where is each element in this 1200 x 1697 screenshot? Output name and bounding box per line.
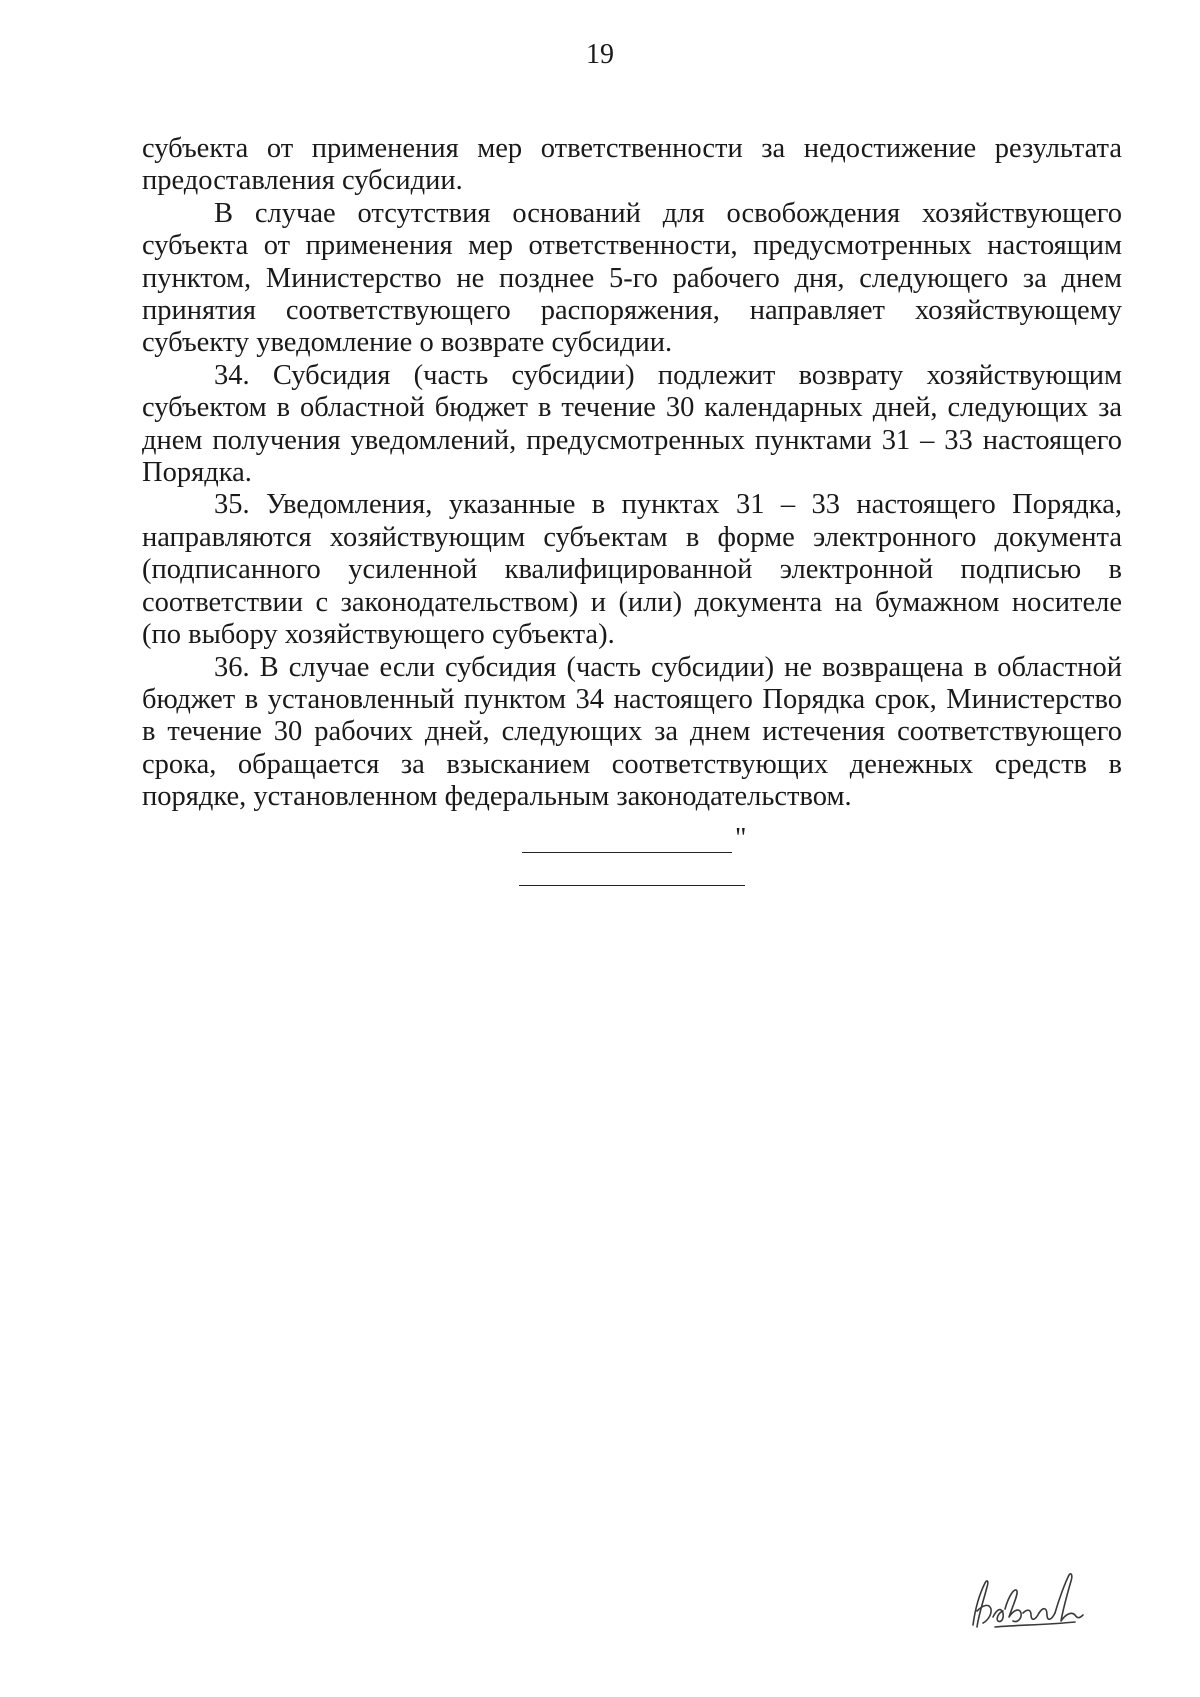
page-number: 19: [586, 39, 614, 70]
paragraph-item-35: 35. Уведомления, указанные в пунктах 31 – 33 настоящего Порядка, направляются хозяйствующим субъектам в форме электронного документа (подписанного усиленной квалифицированной электронной подписью в соответствии с законодательством) и (или) документа на бумажном носителе (по выбору хозяйствующего субъекта).: [142, 489, 1122, 651]
paragraph-item-36: 36. В случае если субсидия (часть субсидии) не возвращена в областной бюджет в установленный пунктом 34 настоящего Порядка срок, Министерство в течение 30 рабочих дней, следующих за днем истечения соответствующего срока, обращается за взысканием соответствующих денежных средств в порядке, установленном федеральным законодательством.: [142, 651, 1122, 813]
closing-rule: [522, 852, 732, 853]
paragraph-continuation: субъекта от применения мер ответственности за недостижение результата предоставления субсидии.: [142, 133, 1122, 197]
section-separator: [519, 885, 745, 886]
paragraph-no-grounds: В случае отсутствия оснований для освобождения хозяйствующего субъекта от применения мер ответственности, предусмотренных настоящим пунктом, Министерство не позднее 5-го рабочего дня, следующего за днем принятия соответствующего распоряжения, направляет хозяйствующему субъекту уведомление о возврате субсидии.: [142, 197, 1122, 359]
closing-mark: [522, 823, 762, 887]
closing-quote: ": [735, 823, 747, 854]
paragraph-item-34: 34. Субсидия (часть субсидии) подлежит возврату хозяйствующим субъектом в областной бюджет в течение 30 календарных дней, следующих за днем получения уведомлений, предусмотренных пунктами 31 – 33 настоящего Порядка.: [142, 359, 1122, 489]
handwritten-signature: [965, 1565, 1090, 1635]
document-body: [142, 133, 1122, 814]
